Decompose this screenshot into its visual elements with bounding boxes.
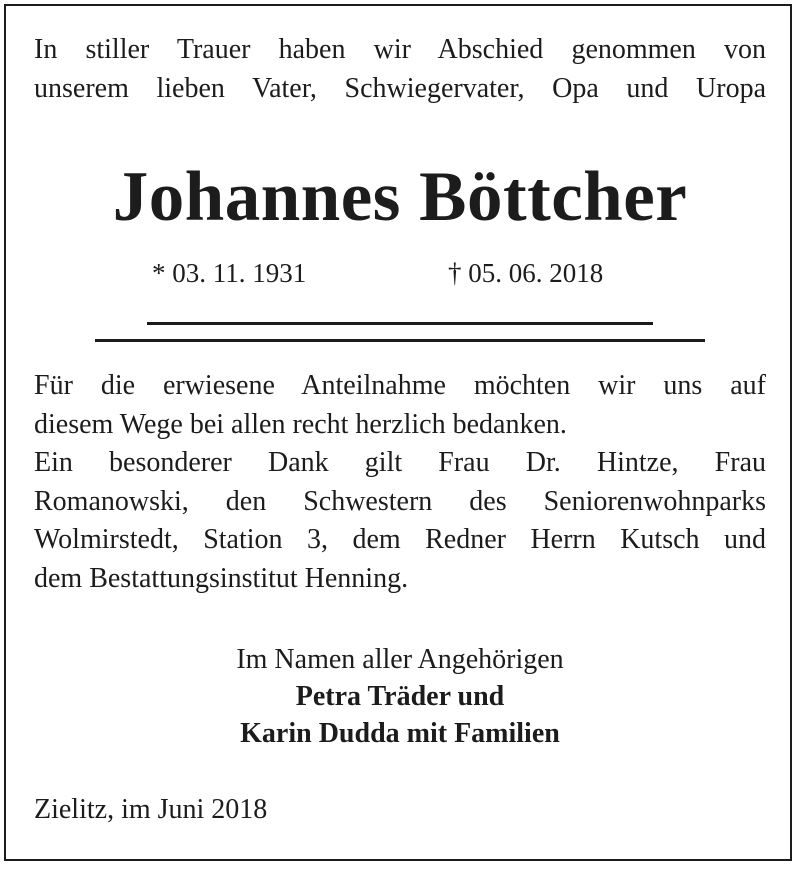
thanks-line: diesem Wege bei allen recht herzlich bedanken. [34,408,567,440]
place-date: Zielitz, im Juni 2018 [34,794,268,825]
thanks-line: Romanowski, den Schwestern des Seniorenwohnparks [34,485,766,517]
signature-block [0,641,800,752]
intro-text [34,30,766,108]
divider-short [147,322,653,325]
intro-line-2: unserem lieben Vater, Schwiegervater, Opa und Uropa [34,73,766,104]
divider-long [95,339,705,342]
birth-date: * 03. 11. 1931 [152,258,307,288]
signature-names-2: Karin Dudda mit Familien [240,718,560,749]
signature-names-1: Petra Träder und [295,681,505,712]
thanks-line: dem Bestattungsinstitut Henning. [34,562,409,594]
death-date: † 05. 06. 2018 [448,258,604,288]
deceased-name: Johannes Böttcher [112,158,688,236]
thanks-line: Ein besonderer Dank gilt Frau Dr. Hintze, Frau [34,447,766,478]
signature-preface: Im Namen aller Angehörigen [236,644,564,675]
thanks-line: Wolmirstedt, Station 3, dem Redner Herrn Kutsch und [34,524,766,555]
intro-line-1: In stiller Trauer haben wir Abschied genommen von [34,34,766,65]
thanks-text [34,367,766,598]
thanks-line: Für die erwiesene Anteilnahme möchten wir uns auf [34,370,766,401]
